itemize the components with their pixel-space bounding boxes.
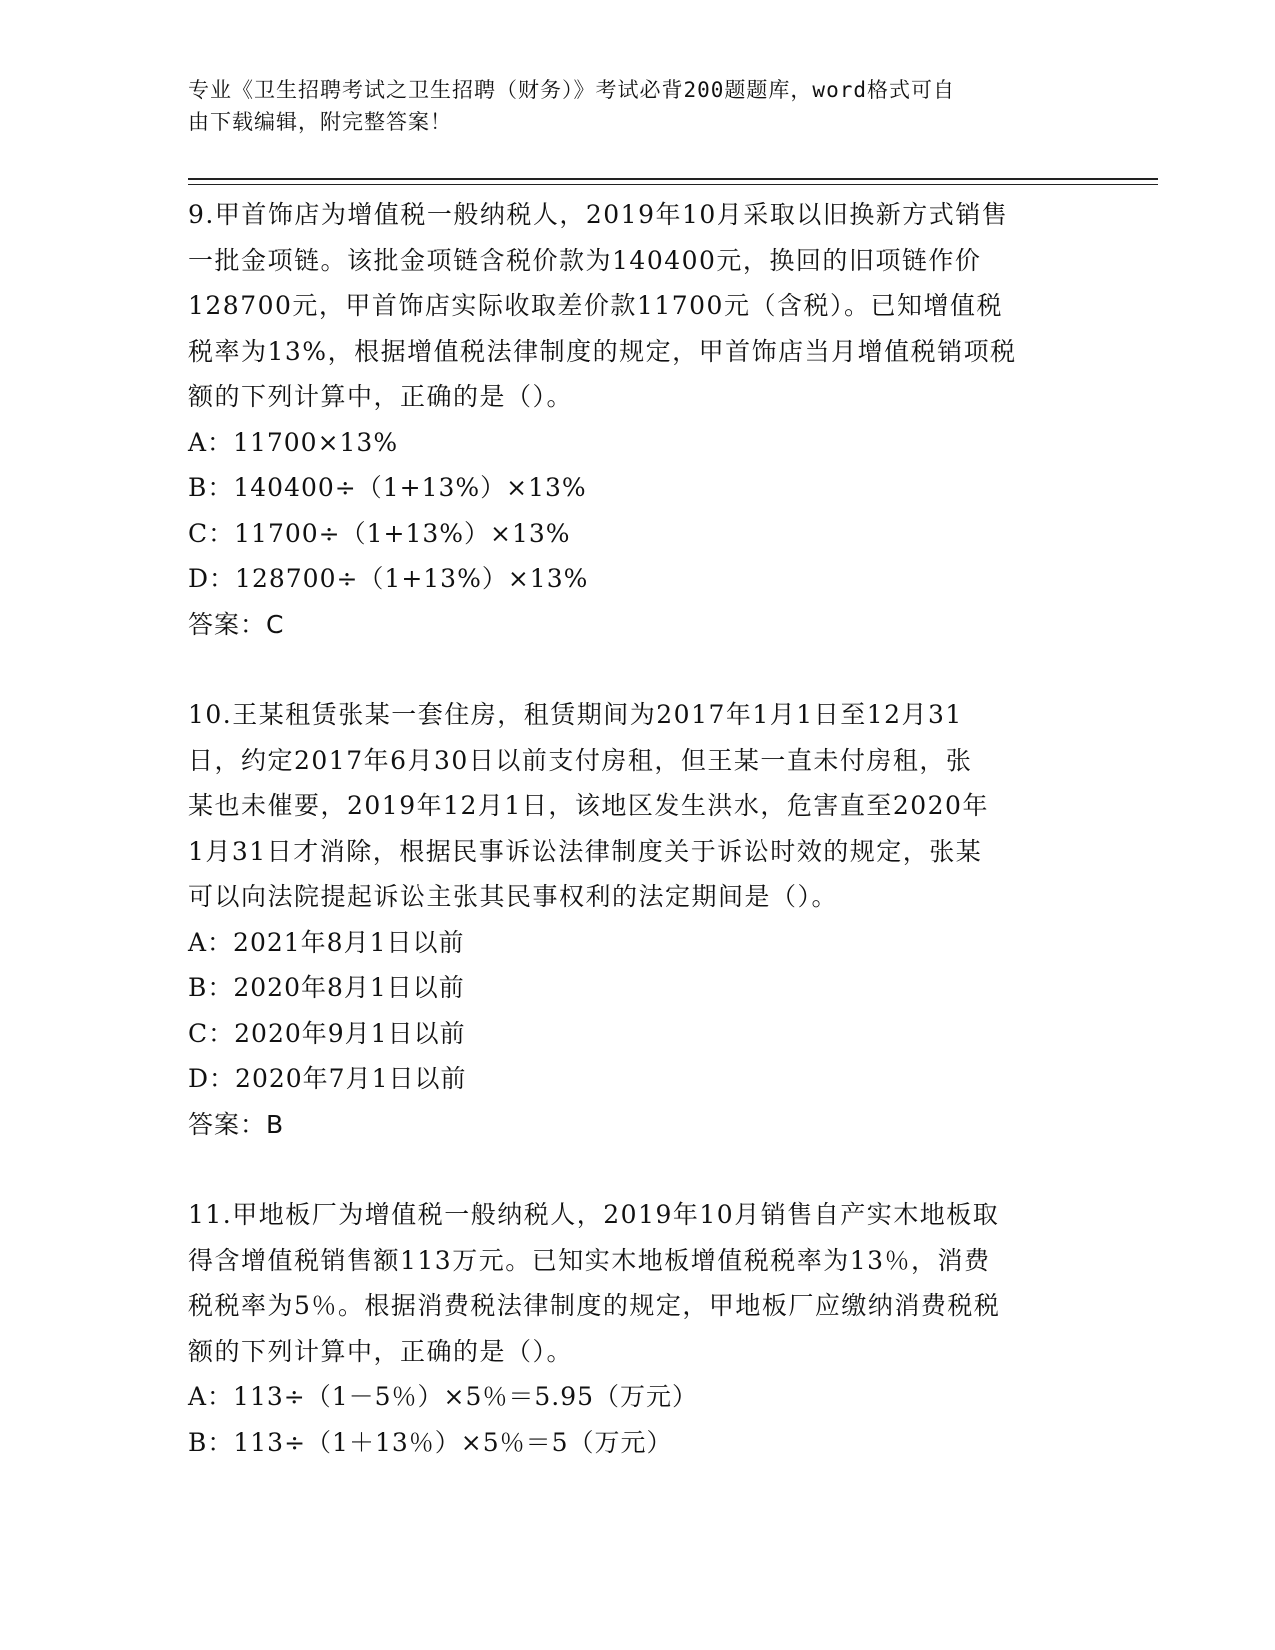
question-10-option-a: A：2021年8月1日以前 xyxy=(188,927,465,957)
question-10-option-b: B：2020年8月1日以前 xyxy=(188,973,465,1002)
question-9-line-5: 额的下列计算中，正确的是（）。 xyxy=(188,382,574,411)
question-9 xyxy=(188,192,1088,647)
question-11 xyxy=(188,1192,1088,1465)
question-11-line-4: 额的下列计算中，正确的是（）。 xyxy=(188,1336,574,1366)
document-header xyxy=(188,74,1088,138)
question-11-option-b: B：113÷（1＋13％）×5％＝5（万元） xyxy=(188,1427,673,1457)
question-11-line-2: 得含增值税销售额113万元。已知实木地板增值税税率为13％，消费 xyxy=(188,1245,991,1275)
question-11-line-1: 11.甲地板厂为增值税一般纳税人，2019年10月销售自产实木地板取 xyxy=(188,1200,1000,1229)
question-10-line-2: 日，约定2017年6月30日以前支付房租，但王某一直未付房租，张 xyxy=(188,745,973,775)
question-9-option-a: A：11700×13% xyxy=(188,427,399,457)
question-9-line-3: 128700元，甲首饰店实际收取差价款11700元（含税）。已知增值税 xyxy=(188,291,1003,320)
question-10-line-4: 1月31日才消除，根据民事诉讼法律制度关于诉讼时效的规定，张某 xyxy=(188,836,983,866)
question-9-option-d: D：128700÷（1+13%）×13% xyxy=(188,564,589,593)
question-9-line-1: 9.甲首饰店为增值税一般纳税人，2019年10月采取以旧换新方式销售 xyxy=(188,200,1009,229)
question-11-option-a: A：113÷（1－5％）×5％＝5.95（万元） xyxy=(188,1382,699,1411)
question-9-line-2: 一批金项链。该批金项链含税价款为140400元，换回的旧项链作价 xyxy=(188,245,982,275)
question-10-line-3: 某也未催要，2019年12月1日，该地区发生洪水，危害直至2020年 xyxy=(188,791,989,820)
question-10-line-1: 10.王某租赁张某一套住房，租赁期间为2017年1月1日至12月31 xyxy=(188,700,963,729)
header-title-line-2: 由下载编辑，附完整答案！ xyxy=(188,110,452,134)
question-9-option-c: C：11700÷（1+13%）×13% xyxy=(188,518,571,548)
header-title-line-1: 专业《卫生招聘考试之卫生招聘（财务）》考试必背200题题库，word格式可自 xyxy=(188,78,955,102)
question-10-line-5: 可以向法院提起诉讼主张其民事权利的法定期间是（）。 xyxy=(188,882,839,911)
questions-body xyxy=(188,192,1088,1465)
question-10-option-d: D：2020年7月1日以前 xyxy=(188,1064,467,1093)
header-divider-thin xyxy=(188,184,1158,185)
question-9-line-4: 税率为13%，根据增值税法律制度的规定，甲首饰店当月增值税销项税 xyxy=(188,336,1017,366)
question-10-answer: 答案：B xyxy=(188,1109,285,1139)
question-9-option-b: B：140400÷（1+13%）×13% xyxy=(188,473,587,502)
header-divider-thick xyxy=(188,178,1158,180)
question-10-option-c: C：2020年9月1日以前 xyxy=(188,1018,466,1048)
question-10 xyxy=(188,692,1088,1147)
question-9-answer: 答案：C xyxy=(188,609,285,639)
question-11-line-3: 税税率为5％。根据消费税法律制度的规定，甲地板厂应缴纳消费税税 xyxy=(188,1291,1001,1320)
